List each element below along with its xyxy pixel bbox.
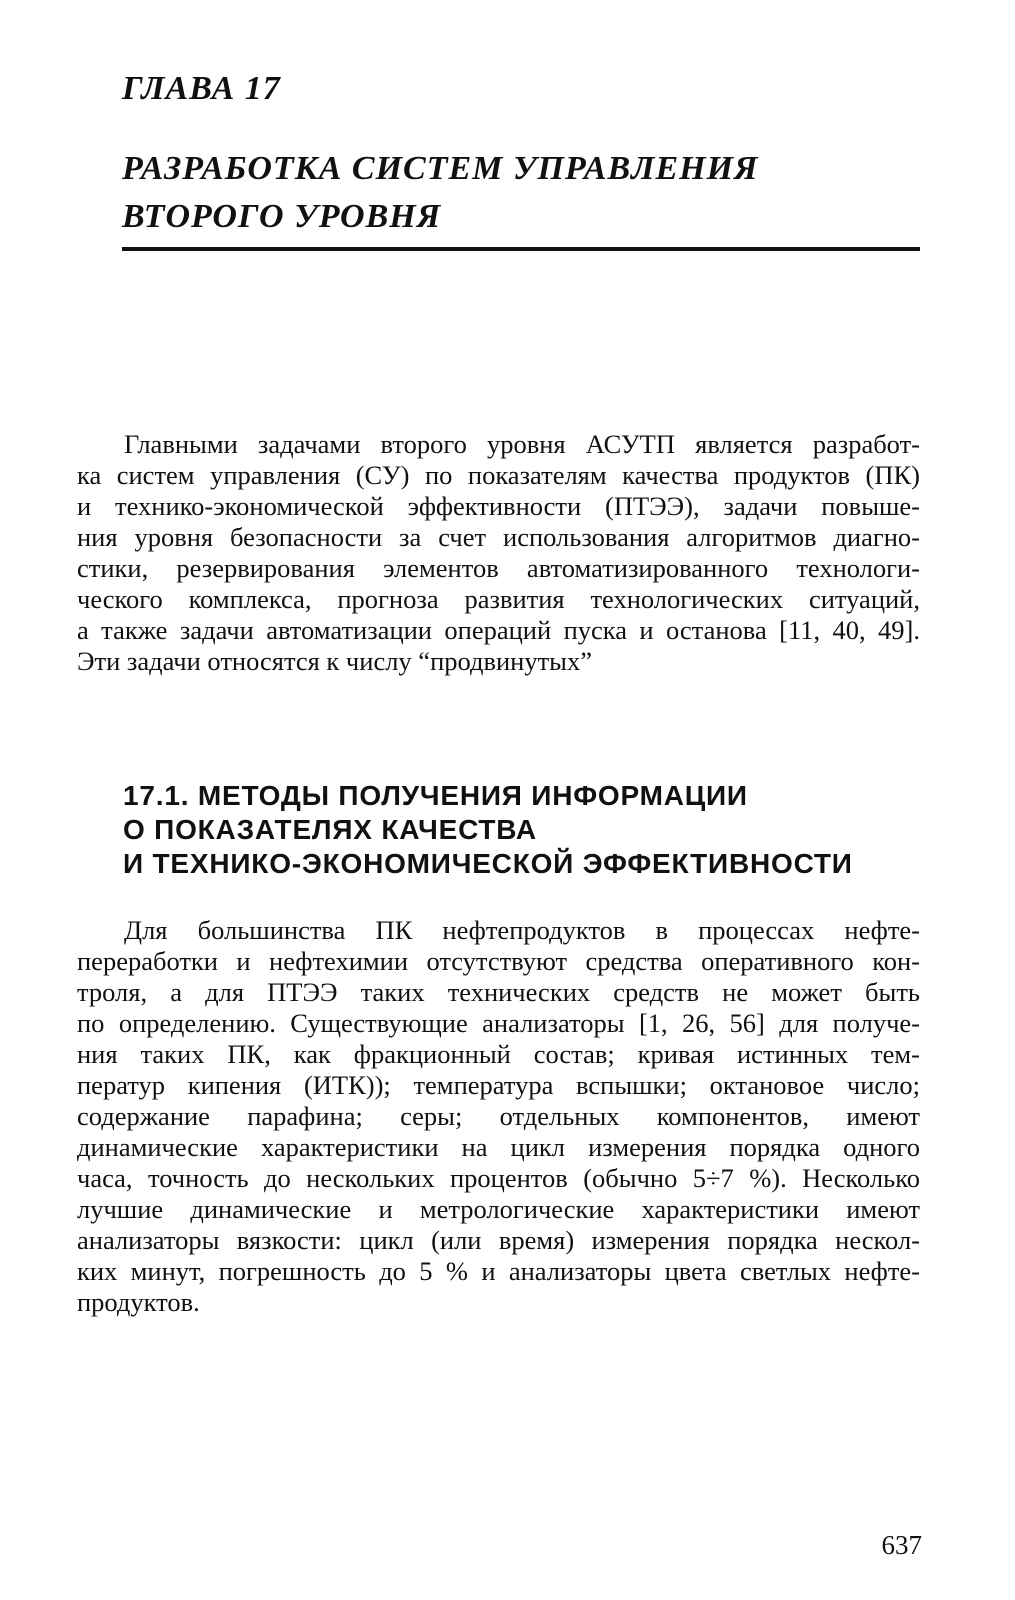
intro-paragraph (77, 429, 920, 677)
paragraph-line: ческого комплекса, прогноза развития технологических ситуаций, (77, 584, 920, 614)
paragraph-line: а также задачи автоматизации операций пуска и останова [11, 40, 49]. (77, 615, 920, 645)
paragraph-line: ператур кипения (ИТК)); температура вспышки; октановое число; (77, 1070, 920, 1100)
section-heading-line: 17.1. МЕТОДЫ ПОЛУЧЕНИЯ ИНФОРМАЦИИ (123, 780, 748, 811)
section-paragraph (77, 915, 920, 1318)
paragraph-line: лучшие динамические и метрологические характеристики имеют (77, 1194, 920, 1224)
paragraph-line: часа, точность до нескольких процентов (обычно 5÷7 %). Несколько (77, 1163, 920, 1193)
paragraph-line: и технико-экономической эффективности (ПТЭЭ), задачи повыше- (77, 491, 920, 521)
paragraph-line: ка систем управления (СУ) по показателям качества продуктов (ПК) (77, 460, 920, 490)
page-number: 637 (881, 1530, 922, 1560)
paragraph-line: стики, резервирования элементов автоматизированного технологи- (77, 553, 920, 583)
paragraph-line: ких минут, погрешность до 5 % и анализаторы цвета светлых нефте- (77, 1256, 920, 1286)
chapter-title-line: РАЗРАБОТКА СИСТЕМ УПРАВЛЕНИЯ (122, 150, 759, 187)
chapter-title-line: ВТОРОГО УРОВНЯ (122, 198, 442, 235)
section-heading-line: О ПОКАЗАТЕЛЯХ КАЧЕСТВА (123, 814, 537, 845)
paragraph-line: динамические характеристики на цикл измерения порядка одного (77, 1132, 920, 1162)
paragraph-line: троля, а для ПТЭЭ таких технических средств не может быть (77, 977, 920, 1007)
paragraph-line: продуктов. (77, 1287, 200, 1317)
paragraph-line: ния таких ПК, как фракционный состав; кривая истинных тем- (77, 1039, 920, 1069)
paragraph-line: анализаторы вязкости: цикл (или время) измерения порядка нескол- (77, 1225, 920, 1255)
chapter-divider (122, 247, 920, 251)
chapter-title (122, 145, 758, 241)
paragraph-line: содержание парафина; серы; отдельных компонентов, имеют (77, 1101, 920, 1131)
section-heading-line: И ТЕХНИКО-ЭКОНОМИЧЕСКОЙ ЭФФЕКТИВНОСТИ (123, 848, 853, 879)
section-heading (123, 779, 853, 881)
chapter-label: ГЛАВА 17 (122, 70, 281, 107)
paragraph-line: переработки и нефтехимии отсутствуют средства оперативного кон- (77, 946, 920, 976)
paragraph-line: Для большинства ПК нефтепродуктов в процессах нефте- (124, 915, 920, 945)
paragraph-line: по определению. Существующие анализаторы [1, 26, 56] для получе- (77, 1008, 920, 1038)
paragraph-line: ния уровня безопасности за счет использования алгоритмов диагно- (77, 522, 920, 552)
paragraph-line: Эти задачи относятся к числу “продвинутых” (77, 646, 592, 676)
paragraph-line: Главными задачами второго уровня АСУТП является разработ- (124, 429, 920, 459)
